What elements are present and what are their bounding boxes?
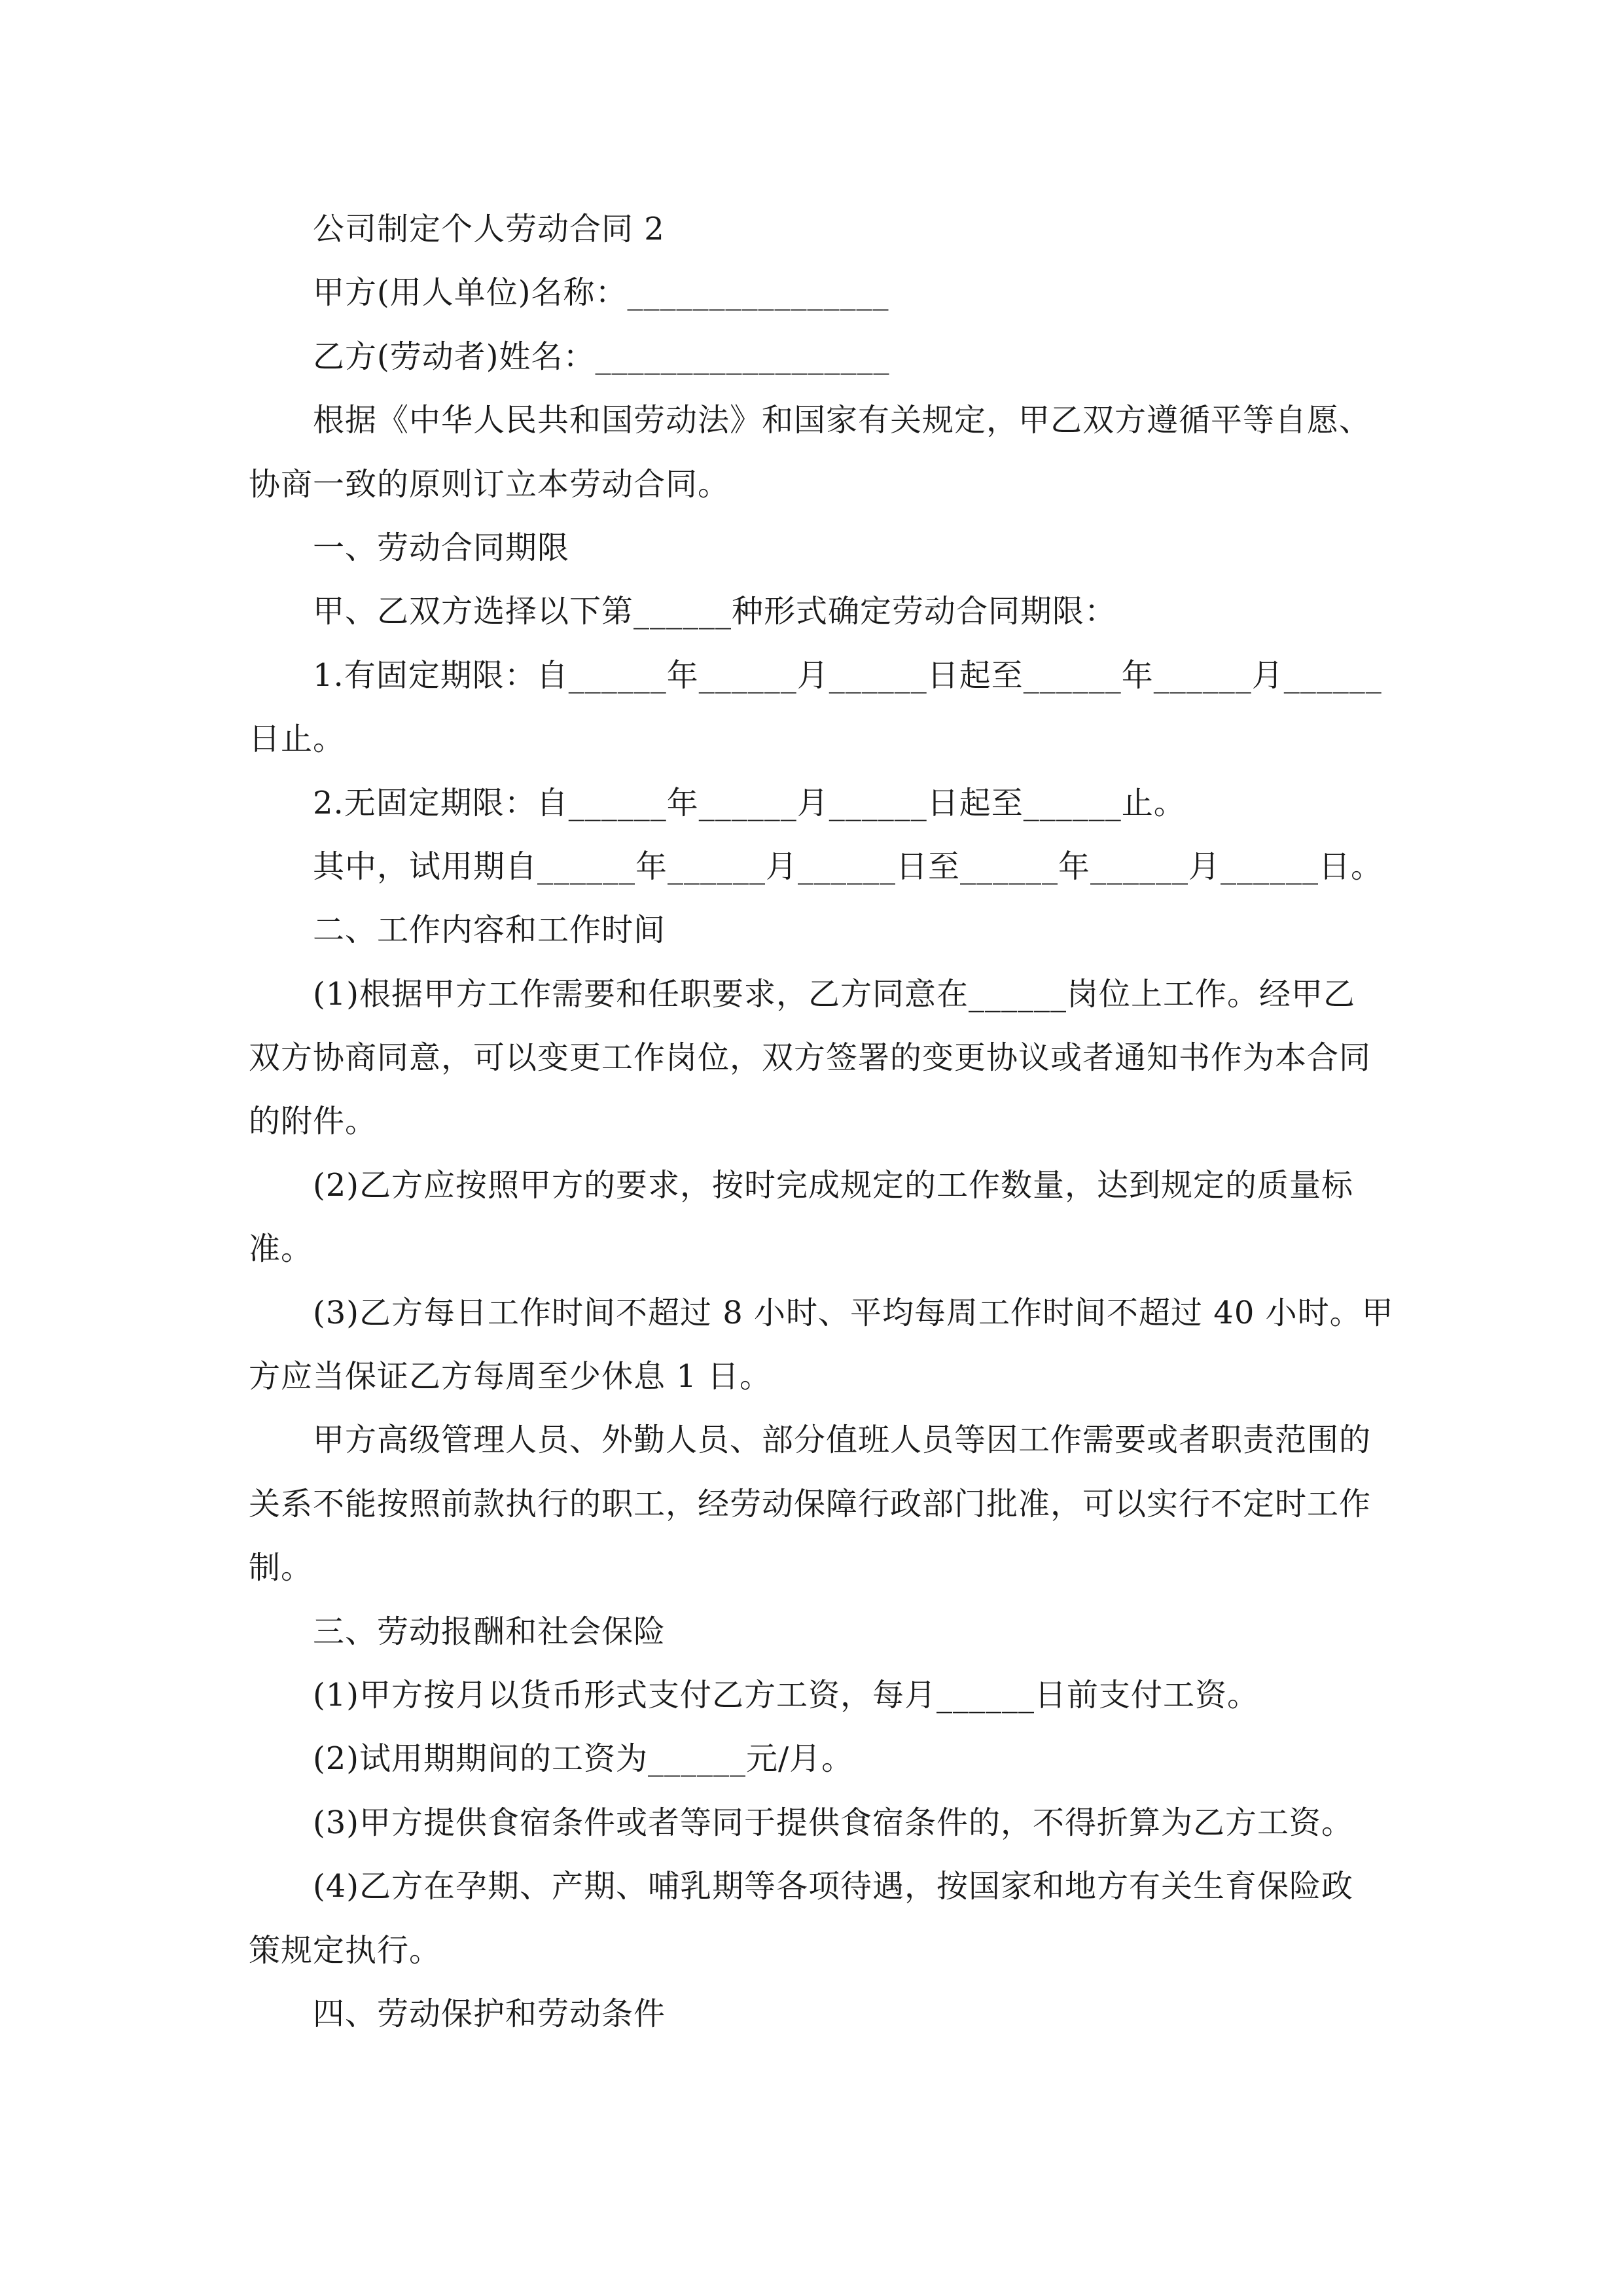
text-line: (2)试用期期间的工资为______元/月。 [313,1740,854,1778]
text-line: 甲、乙双方选择以下第______种形式确定劳动合同期限： [313,593,1117,630]
text-line: (2)乙方应按照甲方的要求，按时完成规定的工作数量，达到规定的质量标 [313,1166,1353,1204]
text-line: 1.有固定期限：自______年______月______日起至______年______月______ [313,656,1382,694]
text-line: 的附件。 [249,1103,378,1140]
text-line: 协商一致的原则订立本劳动合同。 [249,465,730,503]
text-line: 乙方(劳动者)姓名：__________________ [313,338,890,375]
text-line: 甲方(用人单位)名称：________________ [313,274,889,312]
text-line: 准。 [249,1230,313,1268]
text-line: (1)甲方按月以货币形式支付乙方工资，每月______日前支付工资。 [313,1676,1259,1713]
text-line: 关系不能按照前款执行的职工，经劳动保障行政部门批准，可以实行不定时工作 [249,1485,1372,1522]
text-line: 制。 [249,1549,313,1587]
text-line: 二、工作内容和工作时间 [313,912,666,949]
text-line: (3)甲方提供食宿条件或者等同于提供食宿条件的，不得折算为乙方工资。 [313,1804,1353,1841]
text-line: (1)根据甲方工作需要和任职要求，乙方同意在______岗位上工作。经甲乙 [313,975,1355,1013]
text-line: 日止。 [249,721,346,758]
text-line: 双方协商同意，可以变更工作岗位，双方签署的变更协议或者通知书作为本合同 [249,1039,1372,1077]
text-line: 方应当保证乙方每周至少休息 1 日。 [249,1358,772,1395]
text-line: 根据《中华人民共和国劳动法》和国家有关规定，甲乙双方遵循平等自愿、 [313,402,1372,439]
text-line: 2.无固定期限：自______年______月______日起至______止。 [313,784,1186,821]
text-line: 公司制定个人劳动合同 2 [313,211,665,247]
text-line: 四、劳动保护和劳动条件 [313,1995,666,2032]
text-line: 三、劳动报酬和社会保险 [313,1613,666,1650]
document-page [249,198,1394,2046]
text-line: 其中，试用期自______年______月______日至______年______月______日。 [313,848,1383,885]
text-line: 一、劳动合同期限 [313,529,570,566]
text-line: (4)乙方在孕期、产期、哺乳期等各项待遇，按国家和地方有关生育保险政 [313,1868,1353,1905]
text-line: (3)乙方每日工作时间不超过 8 小时、平均每周工作时间不超过 40 小时。甲 [313,1294,1394,1331]
text-line: 甲方高级管理人员、外勤人员、部分值班人员等因工作需要或者职责范围的 [313,1422,1372,1459]
text-line: 策规定执行。 [249,1931,442,1969]
